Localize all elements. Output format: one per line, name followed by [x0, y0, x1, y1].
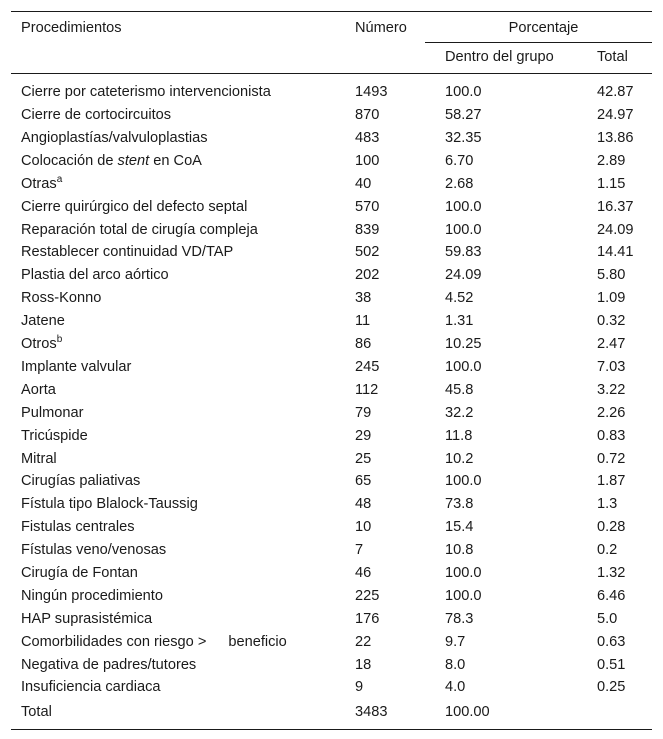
- dentro-del-grupo-cell: 9.7: [445, 633, 466, 650]
- total-cell: 5.0: [597, 610, 618, 627]
- procedure-label-text: Fistulas centrales: [21, 519, 135, 536]
- total-cell: 0.25: [597, 679, 626, 696]
- table-row: [11, 447, 652, 470]
- table-row: [11, 104, 652, 127]
- total-cell: 42.87: [597, 83, 634, 100]
- procedure-label: [11, 424, 355, 447]
- header-dentro-del-grupo: Dentro del grupo: [435, 43, 587, 74]
- procedure-label-text: Cirugía de Fontan: [21, 564, 138, 581]
- dentro-del-grupo-cell: 10.8: [445, 542, 474, 559]
- dentro-del-grupo-cell: 73.8: [445, 496, 474, 513]
- numero-cell: 7: [355, 542, 364, 559]
- procedure-label-pre: Comorbilidades con riesgo >: [21, 633, 207, 650]
- total-cell: 13.86: [597, 130, 634, 147]
- table-row: [11, 676, 652, 699]
- header-procedimientos: Procedimientos: [11, 12, 355, 43]
- procedure-label-post: en CoA: [149, 152, 202, 169]
- procedure-label: [11, 402, 355, 425]
- procedure-label-text: HAP suprasistémica: [21, 610, 153, 627]
- table-body: [11, 74, 652, 730]
- numero-cell: 3483: [355, 699, 435, 730]
- total-cell: 0.72: [597, 450, 626, 467]
- dentro-del-grupo-cell: 78.3: [445, 610, 474, 627]
- numero-cell: 18: [355, 656, 372, 673]
- numero-cell: 870: [355, 107, 380, 124]
- footnote-marker: b: [56, 334, 63, 346]
- numero-cell: 100: [355, 152, 380, 169]
- numero-cell: 1493: [355, 83, 388, 100]
- table-row: [11, 287, 652, 310]
- procedure-label-text: Cirugías paliativas: [21, 473, 141, 490]
- numero-cell: 112: [355, 381, 379, 398]
- total-cell: 0.63: [597, 633, 626, 650]
- procedure-label-text: Cierre de cortocircuitos: [21, 107, 172, 124]
- total-cell: 7.03: [597, 358, 626, 375]
- porcentaje-underline: [425, 42, 652, 43]
- numero-cell: 29: [355, 427, 372, 444]
- dentro-del-grupo-cell: 1.31: [445, 313, 474, 330]
- procedure-label: [11, 539, 355, 562]
- table-row: [11, 310, 652, 333]
- header-porcentaje-label: Porcentaje: [508, 20, 579, 36]
- procedure-label: [11, 287, 355, 310]
- procedures-table-container: [11, 11, 652, 730]
- dentro-del-grupo-cell: 100.0: [445, 564, 482, 581]
- table-row: [11, 424, 652, 447]
- procedure-label-text: Negativa de padres/tutores: [21, 656, 197, 673]
- total-cell: 24.97: [597, 107, 634, 124]
- dentro-del-grupo-cell: 6.70: [445, 152, 474, 169]
- table-row: [11, 218, 652, 241]
- procedure-label: [11, 310, 355, 333]
- table-row: [11, 356, 652, 379]
- procedure-label-text: Aorta: [21, 381, 56, 398]
- procedure-label: [11, 493, 355, 516]
- procedure-label: [11, 676, 355, 699]
- procedure-label-text: Mitral: [21, 450, 57, 467]
- procedure-label: [11, 173, 355, 196]
- table-row: [11, 653, 652, 676]
- procedure-label: [11, 104, 355, 127]
- table-row: [11, 630, 652, 653]
- total-cell: 24.09: [597, 221, 634, 238]
- total-cell: 1.3: [597, 496, 618, 513]
- dentro-del-grupo-cell: 100.00: [435, 699, 587, 730]
- numero-cell: 79: [355, 404, 372, 421]
- total-cell: 1.09: [597, 290, 626, 307]
- dentro-del-grupo-cell: 32.35: [445, 130, 482, 147]
- total-cell: 0.51: [597, 656, 626, 673]
- table-row: [11, 379, 652, 402]
- dentro-del-grupo-cell: 59.83: [445, 244, 482, 261]
- procedure-label-text: Ross-Konno: [21, 290, 102, 307]
- table-row: [11, 241, 652, 264]
- numero-cell: 202: [355, 267, 380, 284]
- numero-cell: 225: [355, 587, 380, 604]
- dentro-del-grupo-cell: 32.2: [445, 404, 474, 421]
- numero-cell: 65: [355, 473, 372, 490]
- total-cell: 14.41: [597, 244, 634, 261]
- total-cell: 0.2: [597, 542, 618, 559]
- procedure-label-text: Otras: [21, 175, 57, 192]
- dentro-del-grupo-cell: 100.0: [445, 221, 482, 238]
- total-cell: 1.15: [597, 175, 626, 192]
- procedure-label-text: Fístula tipo Blalock-Taussig: [21, 496, 198, 513]
- procedure-label: [11, 241, 355, 264]
- procedure-label: [11, 608, 355, 631]
- header-empty-2: [355, 43, 435, 74]
- numero-cell: 839: [355, 221, 380, 238]
- table-row: [11, 150, 652, 173]
- procedure-label-text: Plastia del arco aórtico: [21, 267, 169, 284]
- total-cell: 2.47: [597, 336, 626, 353]
- total-cell: 1.87: [597, 473, 626, 490]
- procedure-label-pre: Colocación de: [21, 152, 118, 169]
- procedure-label-text: Ningún procedimiento: [21, 587, 163, 604]
- table-row: [11, 127, 652, 150]
- total-cell: 16.37: [597, 198, 634, 215]
- procedure-label-italic: stent: [117, 152, 150, 169]
- total-cell: 5.80: [597, 267, 626, 284]
- dentro-del-grupo-cell: 10.2: [445, 450, 474, 467]
- header-porcentaje: [435, 12, 652, 43]
- dentro-del-grupo-cell: 100.0: [445, 587, 482, 604]
- procedure-label: [11, 470, 355, 493]
- procedure-label: [11, 653, 355, 676]
- dentro-del-grupo-cell: 11.8: [445, 427, 473, 444]
- procedure-label-text: Total: [21, 703, 52, 720]
- numero-cell: 483: [355, 130, 380, 147]
- numero-cell: 22: [355, 633, 372, 650]
- total-cell: 6.46: [597, 587, 626, 604]
- procedures-table: [11, 11, 652, 730]
- header-empty-1: [11, 43, 355, 74]
- procedure-label: [11, 127, 355, 150]
- total-cell: 0.83: [597, 427, 626, 444]
- procedure-label: [11, 630, 355, 653]
- procedure-label: [11, 218, 355, 241]
- numero-cell: 9: [355, 679, 364, 696]
- table-row: [11, 699, 652, 730]
- procedure-label-post: beneficio: [228, 633, 287, 650]
- numero-cell: 176: [355, 610, 380, 627]
- total-cell: [587, 699, 652, 730]
- table-row: [11, 539, 652, 562]
- procedure-label-text: Cierre quirúrgico del defecto septal: [21, 198, 248, 215]
- total-cell: 0.32: [597, 313, 626, 330]
- procedure-label: [11, 150, 355, 173]
- numero-cell: 40: [355, 175, 372, 192]
- procedure-label-text: Jatene: [21, 313, 65, 330]
- procedure-label: [11, 699, 355, 730]
- table-row: [11, 402, 652, 425]
- dentro-del-grupo-cell: 100.0: [445, 473, 482, 490]
- procedure-label-text: Pulmonar: [21, 404, 84, 421]
- procedure-label-text: Cierre por cateterismo intervencionista: [21, 83, 271, 100]
- dentro-del-grupo-cell: 45.8: [445, 381, 474, 398]
- dentro-del-grupo-cell: 100.0: [445, 83, 482, 100]
- numero-cell: 11: [355, 313, 371, 330]
- dentro-del-grupo-cell: 2.68: [445, 175, 474, 192]
- table-row: [11, 470, 652, 493]
- numero-cell: 10: [355, 519, 372, 536]
- procedure-label: [11, 379, 355, 402]
- footnote-marker: a: [56, 173, 63, 185]
- procedure-label: [11, 447, 355, 470]
- table-row: [11, 173, 652, 196]
- table-row: [11, 608, 652, 631]
- procedure-label-text: Implante valvular: [21, 358, 132, 375]
- procedure-label-text: Insuficiencia cardiaca: [21, 679, 161, 696]
- procedure-label-text: Reparación total de cirugía compleja: [21, 221, 258, 238]
- procedure-label-text: Tricúspide: [21, 427, 88, 444]
- numero-cell: 38: [355, 290, 372, 307]
- table-row: [11, 562, 652, 585]
- table-row: [11, 264, 652, 287]
- numero-cell: 46: [355, 564, 372, 581]
- total-cell: 0.28: [597, 519, 626, 536]
- procedure-label: [11, 333, 355, 356]
- procedure-label: [11, 356, 355, 379]
- procedure-label: [11, 562, 355, 585]
- header-numero: Número: [355, 12, 435, 43]
- total-cell: 1.32: [597, 564, 626, 581]
- procedure-label: [11, 264, 355, 287]
- dentro-del-grupo-cell: 24.09: [445, 267, 482, 284]
- procedure-label-text: Angioplastías/valvuloplastias: [21, 130, 208, 147]
- procedure-label: [11, 585, 355, 608]
- numero-cell: 86: [355, 336, 372, 353]
- header-total: Total: [587, 43, 652, 74]
- total-cell: 2.89: [597, 152, 626, 169]
- procedure-label: [11, 196, 355, 219]
- dentro-del-grupo-cell: 4.0: [445, 679, 466, 696]
- numero-cell: 245: [355, 358, 380, 375]
- procedure-label-text: Restablecer continuidad VD/TAP: [21, 244, 234, 261]
- procedure-label: [11, 516, 355, 539]
- table-row: [11, 196, 652, 219]
- dentro-del-grupo-cell: 100.0: [445, 198, 482, 215]
- total-cell: 3.22: [597, 381, 626, 398]
- table-row: [11, 516, 652, 539]
- dentro-del-grupo-cell: 58.27: [445, 107, 482, 124]
- dentro-del-grupo-cell: 4.52: [445, 290, 474, 307]
- numero-cell: 502: [355, 244, 380, 261]
- numero-cell: 48: [355, 496, 372, 513]
- dentro-del-grupo-cell: 15.4: [445, 519, 474, 536]
- header-row-1: [11, 12, 652, 43]
- procedure-label: [11, 74, 355, 105]
- header-row-2: [11, 43, 652, 74]
- dentro-del-grupo-cell: 10.25: [445, 336, 482, 353]
- total-cell: 2.26: [597, 404, 626, 421]
- numero-cell: 25: [355, 450, 372, 467]
- procedure-label-text: Fístulas veno/venosas: [21, 542, 167, 559]
- numero-cell: 570: [355, 198, 380, 215]
- procedure-label-text: Otros: [21, 336, 57, 353]
- table-row: [11, 585, 652, 608]
- table-row: [11, 493, 652, 516]
- dentro-del-grupo-cell: 100.0: [445, 358, 482, 375]
- table-row: [11, 74, 652, 105]
- table-row: [11, 333, 652, 356]
- dentro-del-grupo-cell: 8.0: [445, 656, 466, 673]
